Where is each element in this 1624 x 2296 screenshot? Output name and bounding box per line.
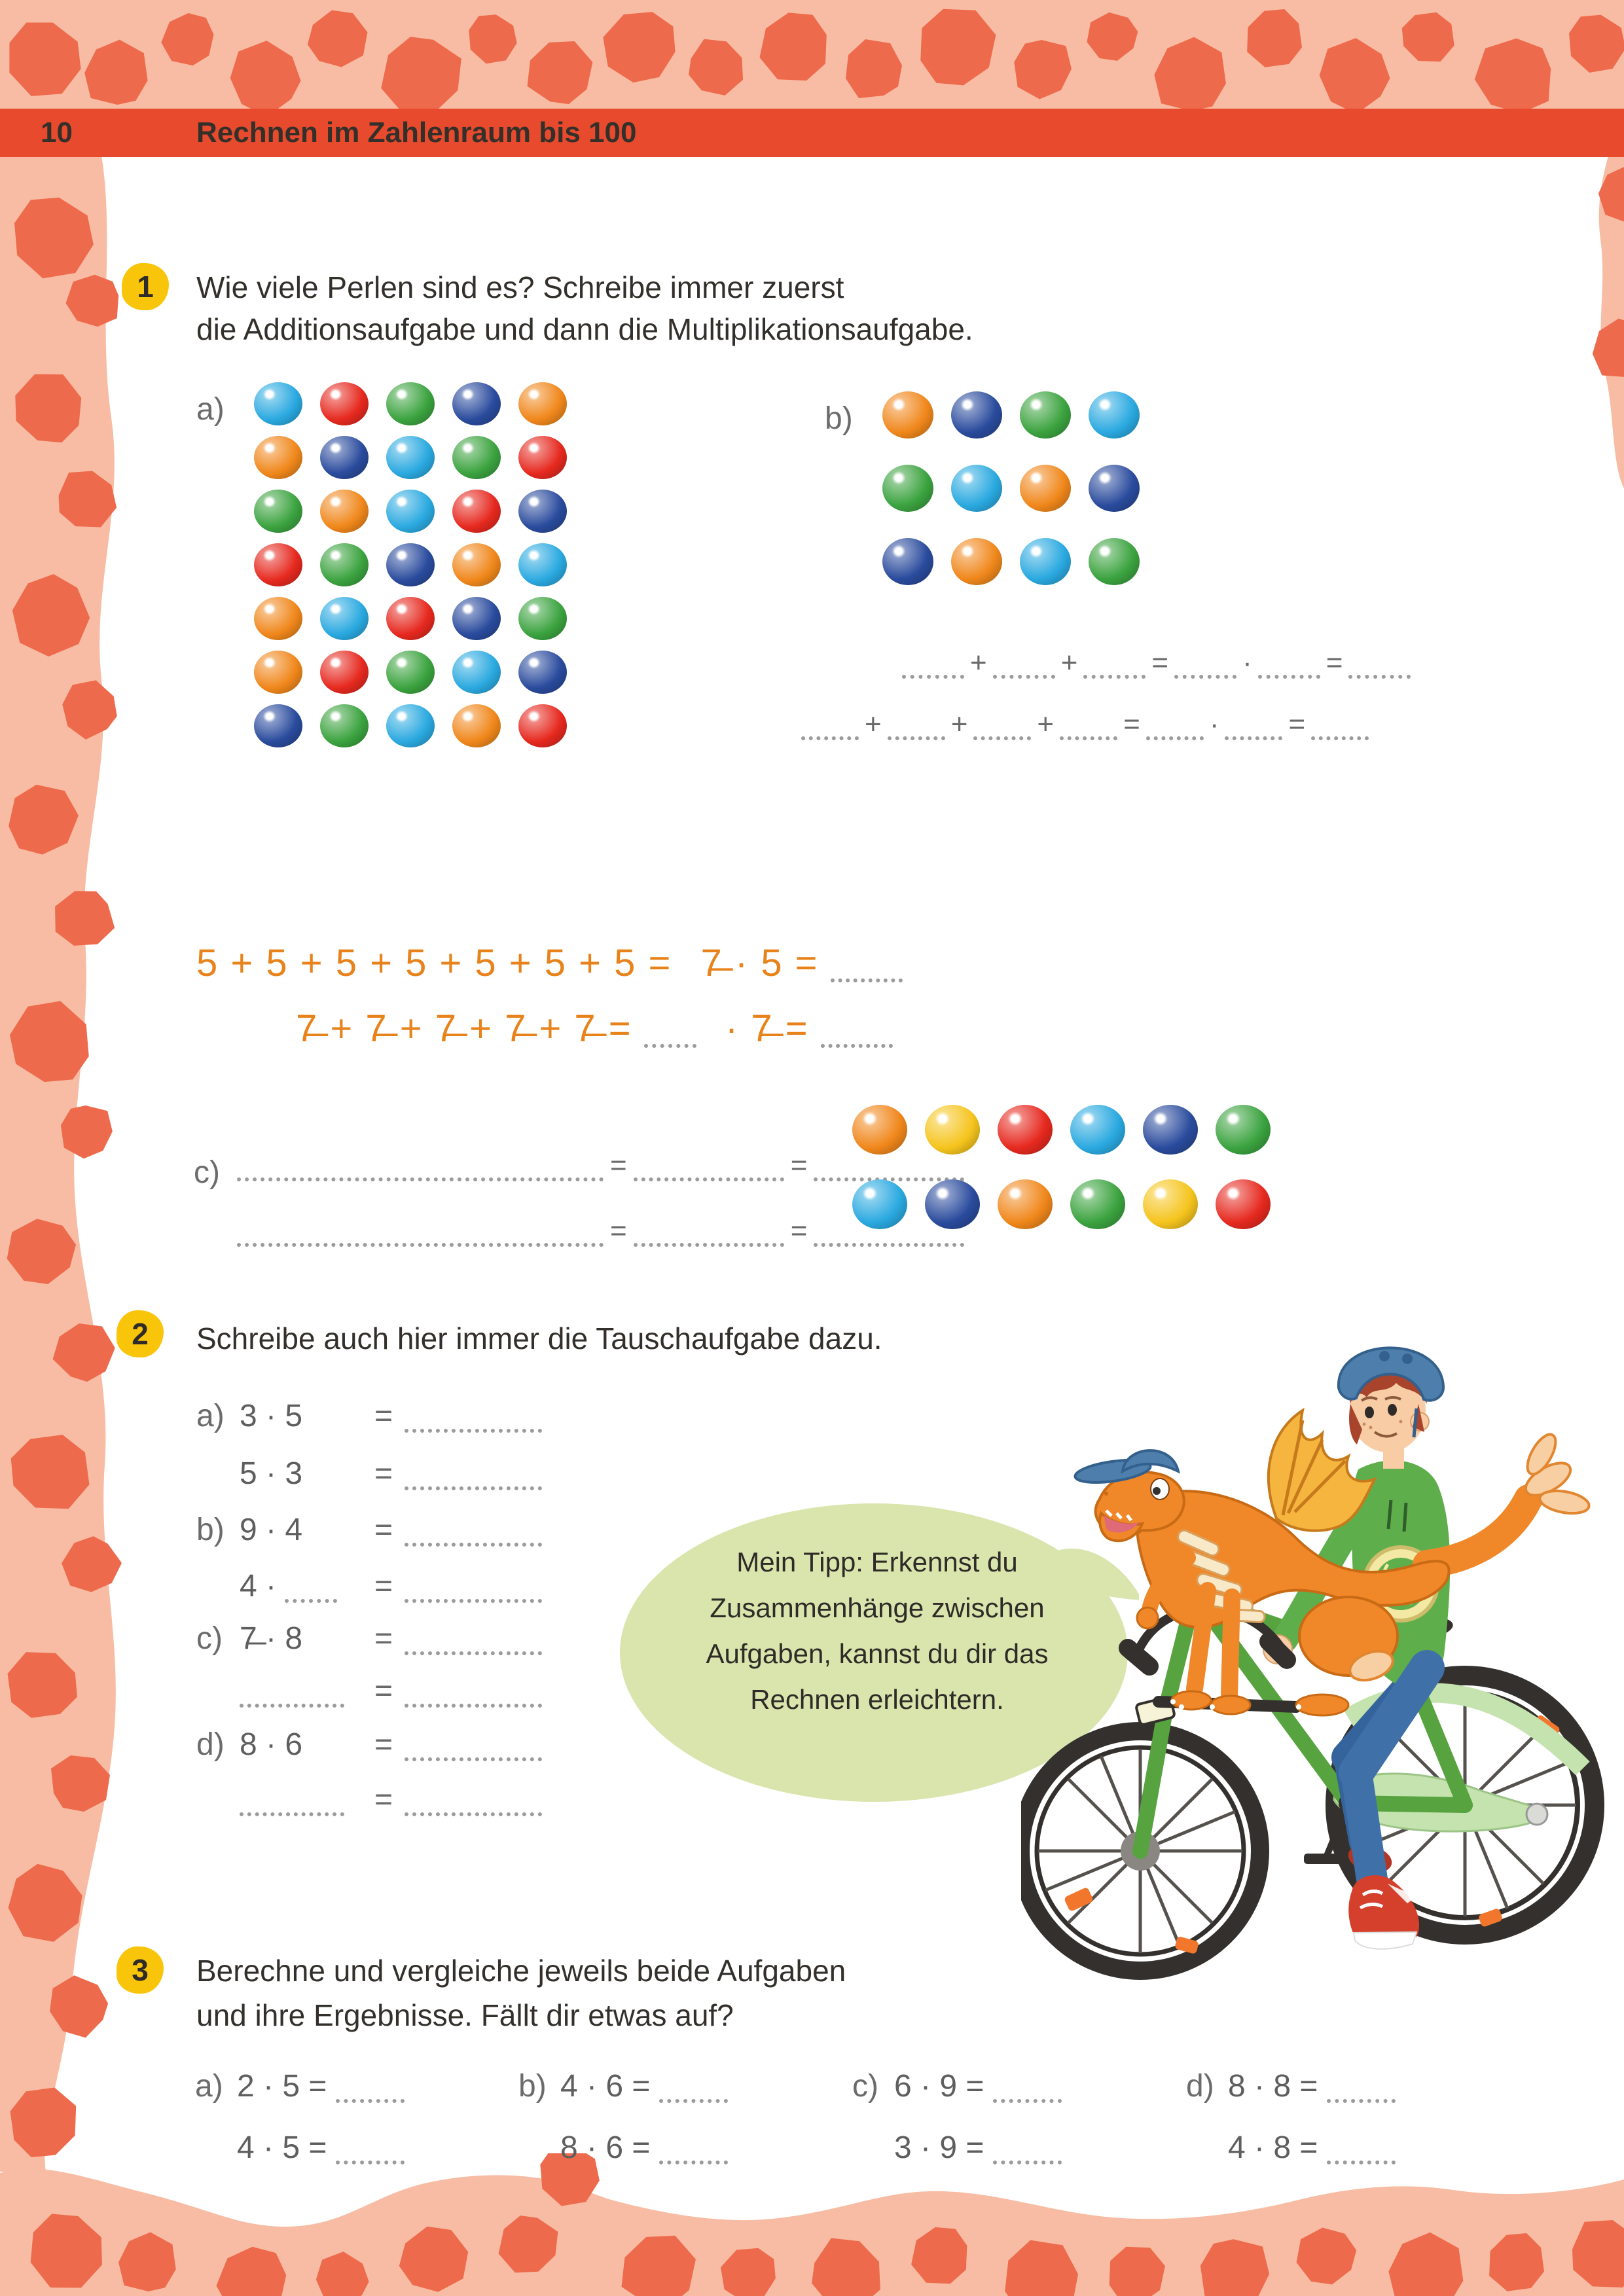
answer-blank — [821, 1041, 893, 1048]
bead-row — [254, 436, 567, 479]
bead-grid-a — [254, 382, 567, 758]
task1b-equation-line2 — [801, 708, 1369, 741]
equals-sign: = — [790, 1215, 808, 1247]
bead-green — [1020, 391, 1071, 439]
answer-blank — [405, 1649, 542, 1655]
bead-yellow — [925, 1105, 980, 1155]
task3-col-c-bottom — [894, 2130, 1062, 2166]
task3-col-a-bottom — [237, 2130, 405, 2166]
plus-sign: + — [1060, 647, 1078, 679]
equals-sign: = — [610, 1215, 627, 1247]
expression-blank — [240, 1701, 344, 1708]
task3-col-d-top — [1186, 2068, 1396, 2104]
expression: 8 · 6 — [240, 1727, 303, 1762]
bead-grid-b — [882, 391, 1140, 611]
equals-sign: = — [374, 1513, 393, 1547]
bead-row — [254, 704, 567, 747]
expression: 5 · 3 — [240, 1456, 303, 1491]
col-label: b) — [518, 2069, 547, 2104]
bead-row — [882, 465, 1140, 512]
col-label: d) — [1186, 2069, 1214, 2104]
bead-green — [320, 543, 369, 586]
expression: 7̶ · 8 — [240, 1621, 303, 1656]
bead-row — [852, 1179, 1271, 1229]
bead-lightblue — [452, 651, 501, 694]
expression-blank — [240, 1810, 344, 1816]
answer-blank — [1327, 2158, 1396, 2164]
task2-row — [196, 1727, 542, 1763]
answer-blank — [336, 2158, 405, 2164]
bead-red — [254, 543, 302, 586]
answer-blank — [405, 1540, 542, 1547]
answer-blank — [973, 734, 1031, 740]
bead-green — [1216, 1105, 1271, 1155]
bead-darkblue — [882, 538, 933, 585]
answer-blank — [237, 1175, 604, 1181]
equals-sign: = — [374, 1782, 393, 1817]
plus-sign: + — [865, 708, 882, 740]
bead-darkblue — [951, 391, 1002, 439]
bead-row — [254, 543, 567, 586]
answer-blank — [336, 2096, 405, 2103]
row-label: a) — [196, 1399, 225, 1433]
bead-darkblue — [518, 651, 567, 694]
bead-green — [452, 436, 501, 479]
bead-orange — [518, 382, 567, 425]
bead-darkblue — [452, 597, 501, 640]
col-label: a) — [195, 2069, 223, 2104]
task2-row — [196, 1673, 542, 1709]
bead-orange — [254, 597, 302, 640]
bead-lightblue — [951, 465, 1002, 512]
task1-instruction-line2: die Additionsaufgabe und dann die Multiplikationsaufgabe. — [196, 312, 973, 346]
expression: 3 · 5 — [240, 1399, 303, 1433]
multiplication-dot: · — [1242, 647, 1252, 679]
addition-sum-5: 5 + 5 + 5 + 5 + 5 + 5 + 5 = — [196, 942, 672, 984]
expression: 8 · 6 = — [560, 2130, 651, 2165]
multiplication-7x5: 7̶ · 5 = — [700, 942, 819, 984]
bead-red — [452, 490, 501, 533]
bead-lightblue — [254, 382, 302, 425]
bead-row — [254, 597, 567, 640]
bead-lightblue — [1089, 391, 1140, 439]
bead-row — [882, 538, 1140, 585]
right-border-decoration — [1585, 109, 1624, 488]
bead-red — [386, 597, 435, 640]
bead-darkblue — [1089, 465, 1140, 512]
answer-blank — [659, 2096, 728, 2103]
bead-lightblue — [1020, 538, 1071, 585]
expression: 4 · 5 = — [237, 2130, 327, 2165]
answer-blank — [237, 1240, 604, 1247]
bead-red — [320, 651, 369, 694]
task2-row — [196, 1512, 542, 1548]
bead-orange — [951, 538, 1002, 585]
bead-orange — [320, 490, 369, 533]
plus-sign: + — [1037, 708, 1055, 740]
answer-blank — [1258, 672, 1320, 679]
answer-blank — [1146, 734, 1204, 740]
bead-orange — [452, 543, 501, 586]
answer-blank — [405, 1701, 542, 1708]
bead-darkblue — [452, 382, 501, 425]
answer-blank — [993, 2096, 1062, 2103]
answer-blank — [405, 1596, 542, 1603]
equals-sign: = — [1123, 708, 1140, 740]
bead-lightblue — [518, 543, 567, 586]
factor-blank — [285, 1596, 337, 1603]
page-number: 10 — [41, 117, 73, 149]
task3-instruction-line1: Berechne und vergleiche jeweils beide Aufgaben — [196, 1954, 846, 1988]
col-label: c) — [852, 2069, 878, 2104]
bead-orange — [998, 1179, 1053, 1229]
bead-green — [518, 597, 567, 640]
pedal — [1304, 1854, 1344, 1864]
answer-blank — [888, 734, 945, 740]
task1-instruction-line1: Wie viele Perlen sind es? Schreibe immer zuerst — [196, 270, 844, 304]
expression: 4 · 6 = — [560, 2069, 651, 2104]
task3-instruction-line2: und ihre Ergebnisse. Fällt dir etwas auf? — [196, 1998, 734, 2032]
answer-blank — [1311, 734, 1369, 740]
answer-blank — [1327, 2096, 1396, 2103]
expression: 3 · 9 = — [894, 2130, 984, 2165]
bead-green — [1089, 538, 1140, 585]
bead-darkblue — [518, 490, 567, 533]
bead-red — [518, 704, 567, 747]
bead-green — [386, 382, 435, 425]
equals-sign: = — [1288, 708, 1306, 740]
bead-grid-c — [852, 1105, 1271, 1254]
top-border-decoration — [0, 0, 1624, 109]
bead-row — [254, 382, 567, 425]
task1-badge: 1 — [122, 263, 169, 310]
answer-blank — [902, 672, 964, 679]
equals-sign: = — [374, 1674, 393, 1708]
plus-sign: + — [970, 647, 987, 679]
bead-lightblue — [386, 704, 435, 747]
row-label: b) — [196, 1513, 225, 1547]
answer-blank — [659, 2158, 728, 2164]
task3-col-a-top — [195, 2068, 405, 2104]
expression: 4 · — [240, 1569, 277, 1604]
multiplication-x7: · 7̶ = — [725, 1007, 809, 1050]
tip-line: Rechnen erleichtern. — [750, 1684, 1004, 1715]
bead-darkblue — [1143, 1105, 1198, 1155]
bead-lightblue — [1070, 1105, 1125, 1155]
task1b-equation-line1 — [902, 647, 1411, 679]
equals-sign: = — [1326, 647, 1343, 679]
dragon-paw — [1137, 1607, 1158, 1628]
answer-blank — [1174, 672, 1236, 679]
task1-label-c: c) — [194, 1155, 220, 1190]
task2-row — [196, 1782, 542, 1818]
bead-green — [1070, 1179, 1125, 1229]
task2-instruction: Schreibe auch hier immer die Tauschaufgabe dazu. — [196, 1321, 882, 1355]
addition-sum-7: 7̶ + 7̶ + 7̶ + 7̶ + 7̶ = — [296, 1007, 632, 1050]
row-label: c) — [196, 1621, 223, 1656]
bead-orange — [1020, 465, 1071, 512]
equals-sign: = — [374, 1399, 393, 1433]
task1-label-b: b) — [825, 401, 853, 436]
row-label: d) — [196, 1727, 225, 1762]
answer-blank — [1083, 672, 1146, 679]
answer-blank — [405, 1426, 542, 1433]
bead-red — [518, 436, 567, 479]
expression: 2 · 5 = — [237, 2069, 327, 2104]
task3-badge: 3 — [117, 1946, 164, 1994]
answer-blank — [993, 2158, 1062, 2164]
bead-green — [882, 465, 933, 512]
bead-lightblue — [386, 490, 435, 533]
task2-row — [196, 1621, 542, 1657]
equals-sign: = — [374, 1727, 393, 1762]
bead-orange — [452, 704, 501, 747]
plus-sign: + — [950, 708, 968, 740]
answer-blank — [634, 1240, 784, 1247]
task3-col-b-top — [518, 2068, 728, 2104]
bead-green — [254, 490, 302, 533]
bead-orange — [882, 391, 933, 439]
bead-darkblue — [320, 436, 369, 479]
tip-line: Zusammenhänge zwischen — [710, 1592, 1045, 1623]
task3-col-b-bottom — [560, 2130, 728, 2166]
bead-red — [320, 382, 369, 425]
task2-row — [196, 1568, 542, 1604]
task3-col-c-top — [852, 2068, 1062, 2104]
answer-blank — [405, 1484, 542, 1490]
answer-blank — [634, 1175, 784, 1181]
equals-sign: = — [374, 1569, 393, 1604]
bead-orange — [254, 651, 302, 694]
expression: 8 · 8 = — [1228, 2069, 1318, 2104]
equals-sign: = — [374, 1621, 393, 1656]
bead-darkblue — [386, 543, 435, 586]
bead-lightblue — [386, 436, 435, 479]
boy-dragon-bicycle-illustration — [1021, 1283, 1623, 2003]
multiplication-dot: · — [1209, 708, 1219, 740]
task2-row — [196, 1398, 542, 1434]
equals-sign: = — [1151, 647, 1169, 679]
bead-darkblue — [925, 1179, 980, 1229]
task1-label-a: a) — [196, 392, 225, 427]
bead-lightblue — [320, 597, 369, 640]
answer-blank — [801, 734, 859, 740]
answer-blank — [831, 976, 903, 982]
expression: 9 · 4 — [240, 1513, 303, 1547]
answer-blank — [405, 1755, 542, 1761]
task1a-solution-line1 — [196, 941, 903, 985]
bottom-border-decoration — [0, 2153, 1624, 2296]
answer-blank — [993, 672, 1055, 679]
bead-yellow — [1143, 1179, 1198, 1229]
expression: 6 · 9 = — [894, 2069, 984, 2104]
bead-lightblue — [852, 1179, 907, 1229]
bead-row — [254, 651, 567, 694]
bead-orange — [852, 1105, 907, 1155]
task1a-solution-line2 — [296, 1007, 893, 1050]
answer-blank — [644, 1041, 696, 1048]
bead-row — [852, 1105, 1271, 1155]
bead-red — [1216, 1179, 1271, 1229]
task2-badge: 2 — [117, 1310, 164, 1357]
task3-col-d-bottom — [1228, 2130, 1396, 2166]
equals-sign: = — [790, 1149, 808, 1181]
page-title: Rechnen im Zahlenraum bis 100 — [196, 117, 637, 149]
answer-blank — [1225, 734, 1282, 740]
expression: 4 · 8 = — [1228, 2130, 1318, 2165]
bead-row — [254, 490, 567, 533]
left-border-decoration — [0, 156, 151, 2172]
equals-sign: = — [374, 1456, 393, 1491]
answer-blank — [1060, 734, 1117, 740]
bead-green — [386, 651, 435, 694]
bead-red — [998, 1105, 1053, 1155]
task2-row — [196, 1456, 542, 1492]
bead-orange — [254, 436, 302, 479]
bead-row — [882, 391, 1140, 439]
bead-darkblue — [254, 704, 302, 747]
bead-green — [320, 704, 369, 747]
tip-line: Mein Tipp: Erkennst du — [736, 1547, 1018, 1577]
header-banner — [0, 109, 1624, 157]
answer-blank — [405, 1810, 542, 1816]
answer-blank — [1348, 672, 1411, 679]
tip-line: Aufgaben, kannst du dir das — [706, 1638, 1049, 1669]
equals-sign: = — [610, 1149, 627, 1181]
